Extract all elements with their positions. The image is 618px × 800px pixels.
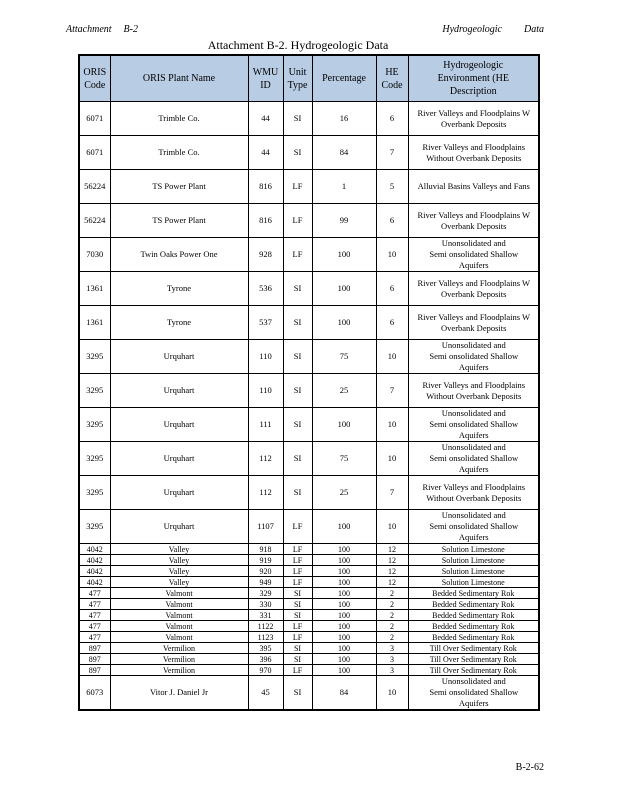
cell-oris: 3295 [79, 374, 110, 408]
cell-env: Unonsolidated and Semi onsolidated Shallow Aquifers [408, 340, 539, 374]
cell-env: Alluvial Basins Valleys and Fans [408, 170, 539, 204]
table-row [79, 272, 539, 306]
cell-he: 7 [376, 136, 408, 170]
cell-he: 12 [376, 555, 408, 566]
cell-name: TS Power Plant [110, 204, 248, 238]
cell-env: River Valleys and Floodplains W Overbank Deposits [408, 272, 539, 306]
cell-env: Bedded Sedimentary Rok [408, 610, 539, 621]
table-row [79, 577, 539, 588]
cell-env: Bedded Sedimentary Rok [408, 599, 539, 610]
cell-unit: LF [283, 204, 312, 238]
cell-pct: 100 [312, 272, 376, 306]
cell-pct: 100 [312, 577, 376, 588]
cell-pct: 100 [312, 665, 376, 676]
cell-name: Vermilion [110, 654, 248, 665]
cell-oris: 477 [79, 599, 110, 610]
table-row [79, 102, 539, 136]
cell-he: 6 [376, 306, 408, 340]
table-row [79, 238, 539, 272]
cell-name: Valley [110, 544, 248, 555]
header-attachment: Attachment [66, 24, 112, 35]
table-row [79, 476, 539, 510]
table-row [79, 170, 539, 204]
cell-name: Urquhart [110, 374, 248, 408]
cell-pct: 100 [312, 238, 376, 272]
cell-wmu: 918 [248, 544, 283, 555]
cell-pct: 100 [312, 621, 376, 632]
cell-wmu: 1107 [248, 510, 283, 544]
cell-oris: 1361 [79, 306, 110, 340]
cell-pct: 16 [312, 102, 376, 136]
cell-wmu: 919 [248, 555, 283, 566]
table-row [79, 588, 539, 599]
table-row [79, 442, 539, 476]
cell-oris: 477 [79, 621, 110, 632]
cell-env: Unonsolidated and Semi onsolidated Shallow Aquifers [408, 238, 539, 272]
cell-pct: 100 [312, 599, 376, 610]
cell-env: Solution Limestone [408, 555, 539, 566]
cell-unit: LF [283, 632, 312, 643]
cell-name: Urquhart [110, 340, 248, 374]
cell-wmu: 920 [248, 566, 283, 577]
cell-oris: 4042 [79, 577, 110, 588]
cell-pct: 1 [312, 170, 376, 204]
cell-oris: 477 [79, 610, 110, 621]
cell-wmu: 536 [248, 272, 283, 306]
cell-he: 5 [376, 170, 408, 204]
cell-unit: SI [283, 272, 312, 306]
cell-name: Vitor J. Daniel Jr [110, 676, 248, 711]
cell-unit: SI [283, 643, 312, 654]
cell-name: Urquhart [110, 442, 248, 476]
cell-unit: SI [283, 136, 312, 170]
cell-he: 2 [376, 621, 408, 632]
cell-unit: SI [283, 599, 312, 610]
table-title: Attachment B-2. Hydrogeologic Data [207, 38, 389, 52]
cell-pct: 25 [312, 476, 376, 510]
cell-unit: LF [283, 577, 312, 588]
cell-wmu: 110 [248, 340, 283, 374]
cell-wmu: 45 [248, 676, 283, 711]
cell-pct: 100 [312, 588, 376, 599]
cell-env: Till Over Sedimentary Rok [408, 654, 539, 665]
cell-he: 2 [376, 610, 408, 621]
hydrogeologic-data-table [78, 54, 540, 711]
cell-wmu: 111 [248, 408, 283, 442]
data-table-wrapper [78, 54, 538, 711]
cell-name: Valmont [110, 610, 248, 621]
cell-unit: SI [283, 306, 312, 340]
cell-name: Twin Oaks Power One [110, 238, 248, 272]
cell-he: 6 [376, 102, 408, 136]
cell-wmu: 112 [248, 442, 283, 476]
cell-unit: LF [283, 510, 312, 544]
cell-pct: 75 [312, 340, 376, 374]
cell-name: Urquhart [110, 476, 248, 510]
header-row [79, 55, 539, 102]
cell-name: Valmont [110, 632, 248, 643]
table-row [79, 610, 539, 621]
cell-wmu: 970 [248, 665, 283, 676]
table-row [79, 408, 539, 442]
cell-env: River Valleys and Floodplains Without Overbank Deposits [408, 374, 539, 408]
cell-he: 6 [376, 204, 408, 238]
cell-he: 10 [376, 676, 408, 711]
cell-name: Tyrone [110, 272, 248, 306]
cell-wmu: 110 [248, 374, 283, 408]
cell-name: Vermilion [110, 643, 248, 654]
cell-unit: LF [283, 621, 312, 632]
table-row [79, 599, 539, 610]
cell-env: River Valleys and Floodplains W Overbank Deposits [408, 306, 539, 340]
cell-wmu: 396 [248, 654, 283, 665]
cell-oris: 4042 [79, 555, 110, 566]
cell-he: 12 [376, 566, 408, 577]
cell-oris: 3295 [79, 510, 110, 544]
col-he-description: Hydrogeologic Environment (HE Description [408, 55, 539, 102]
cell-env: Bedded Sedimentary Rok [408, 632, 539, 643]
cell-env: Bedded Sedimentary Rok [408, 621, 539, 632]
cell-he: 3 [376, 654, 408, 665]
col-wmu-id: WMU ID [248, 55, 283, 102]
cell-wmu: 816 [248, 170, 283, 204]
cell-unit: SI [283, 340, 312, 374]
cell-pct: 100 [312, 306, 376, 340]
cell-he: 2 [376, 588, 408, 599]
cell-name: Urquhart [110, 408, 248, 442]
cell-oris: 897 [79, 654, 110, 665]
cell-he: 7 [376, 476, 408, 510]
cell-oris: 56224 [79, 170, 110, 204]
cell-name: Valmont [110, 621, 248, 632]
cell-wmu: 1123 [248, 632, 283, 643]
cell-wmu: 44 [248, 136, 283, 170]
cell-env: Solution Limestone [408, 566, 539, 577]
col-plant-name: ORIS Plant Name [110, 55, 248, 102]
table-row [79, 136, 539, 170]
cell-env: Unonsolidated and Semi onsolidated Shallow Aquifers [408, 676, 539, 711]
table-row [79, 510, 539, 544]
table-row [79, 374, 539, 408]
header-hydrogeologic: Hydrogeologic [442, 24, 502, 35]
cell-unit: SI [283, 102, 312, 136]
cell-env: Solution Limestone [408, 544, 539, 555]
cell-name: Trimble Co. [110, 136, 248, 170]
cell-pct: 100 [312, 555, 376, 566]
table-row [79, 643, 539, 654]
cell-he: 10 [376, 238, 408, 272]
cell-name: Trimble Co. [110, 102, 248, 136]
table-row [79, 621, 539, 632]
cell-unit: SI [283, 442, 312, 476]
cell-wmu: 537 [248, 306, 283, 340]
cell-oris: 7030 [79, 238, 110, 272]
cell-wmu: 1122 [248, 621, 283, 632]
cell-he: 2 [376, 599, 408, 610]
cell-oris: 3295 [79, 340, 110, 374]
cell-he: 12 [376, 577, 408, 588]
cell-oris: 897 [79, 643, 110, 654]
cell-wmu: 928 [248, 238, 283, 272]
cell-env: River Valleys and Floodplains Without Overbank Deposits [408, 136, 539, 170]
cell-env: River Valleys and Floodplains W Overbank Deposits [408, 102, 539, 136]
cell-oris: 6071 [79, 136, 110, 170]
cell-oris: 477 [79, 632, 110, 643]
cell-pct: 100 [312, 643, 376, 654]
cell-name: TS Power Plant [110, 170, 248, 204]
cell-pct: 84 [312, 136, 376, 170]
cell-env: Solution Limestone [408, 577, 539, 588]
cell-name: Tyrone [110, 306, 248, 340]
cell-env: Bedded Sedimentary Rok [408, 588, 539, 599]
cell-he: 10 [376, 340, 408, 374]
table-row [79, 566, 539, 577]
cell-env: Till Over Sedimentary Rok [408, 643, 539, 654]
cell-pct: 100 [312, 544, 376, 555]
cell-he: 10 [376, 510, 408, 544]
header-attachment-number: B-2 [123, 24, 138, 35]
cell-oris: 4042 [79, 566, 110, 577]
table-row [79, 555, 539, 566]
cell-he: 7 [376, 374, 408, 408]
cell-pct: 75 [312, 442, 376, 476]
cell-name: Valmont [110, 588, 248, 599]
cell-unit: LF [283, 555, 312, 566]
table-row [79, 544, 539, 555]
cell-unit: LF [283, 544, 312, 555]
cell-unit: LF [283, 665, 312, 676]
cell-unit: SI [283, 476, 312, 510]
cell-pct: 100 [312, 408, 376, 442]
cell-wmu: 395 [248, 643, 283, 654]
cell-env: Unonsolidated and Semi onsolidated Shallow Aquifers [408, 408, 539, 442]
table-row [79, 632, 539, 643]
cell-he: 3 [376, 643, 408, 654]
cell-unit: SI [283, 654, 312, 665]
cell-oris: 3295 [79, 442, 110, 476]
cell-name: Valmont [110, 599, 248, 610]
cell-oris: 3295 [79, 476, 110, 510]
cell-name: Valley [110, 555, 248, 566]
cell-unit: SI [283, 408, 312, 442]
header-data: Data [524, 24, 544, 35]
cell-name: Vermilion [110, 665, 248, 676]
cell-wmu: 44 [248, 102, 283, 136]
cell-unit: LF [283, 566, 312, 577]
cell-he: 10 [376, 408, 408, 442]
cell-pct: 100 [312, 610, 376, 621]
cell-name: Valley [110, 577, 248, 588]
cell-pct: 25 [312, 374, 376, 408]
cell-pct: 99 [312, 204, 376, 238]
cell-wmu: 112 [248, 476, 283, 510]
cell-oris: 3295 [79, 408, 110, 442]
cell-unit: SI [283, 588, 312, 599]
cell-oris: 6073 [79, 676, 110, 711]
cell-env: Till Over Sedimentary Rok [408, 665, 539, 676]
cell-pct: 100 [312, 632, 376, 643]
cell-name: Urquhart [110, 510, 248, 544]
cell-he: 3 [376, 665, 408, 676]
table-row [79, 676, 539, 711]
table-row [79, 306, 539, 340]
col-percentage: Percentage [312, 55, 376, 102]
page-number: B-2-62 [515, 762, 544, 773]
cell-env: River Valleys and Floodplains Without Overbank Deposits [408, 476, 539, 510]
cell-oris: 6071 [79, 102, 110, 136]
cell-unit: SI [283, 610, 312, 621]
col-unit-type: Unit Type [283, 55, 312, 102]
cell-oris: 1361 [79, 272, 110, 306]
cell-he: 6 [376, 272, 408, 306]
cell-pct: 100 [312, 566, 376, 577]
table-row [79, 204, 539, 238]
cell-wmu: 949 [248, 577, 283, 588]
cell-name: Valley [110, 566, 248, 577]
cell-unit: LF [283, 238, 312, 272]
cell-env: Unonsolidated and Semi onsolidated Shallow Aquifers [408, 510, 539, 544]
table-row [79, 340, 539, 374]
cell-oris: 477 [79, 588, 110, 599]
table-row [79, 665, 539, 676]
cell-he: 12 [376, 544, 408, 555]
cell-wmu: 331 [248, 610, 283, 621]
cell-he: 2 [376, 632, 408, 643]
cell-pct: 100 [312, 510, 376, 544]
running-header-right [442, 24, 544, 35]
col-oris-code: ORIS Code [79, 55, 110, 102]
cell-oris: 56224 [79, 204, 110, 238]
cell-oris: 4042 [79, 544, 110, 555]
cell-unit: SI [283, 676, 312, 711]
cell-wmu: 816 [248, 204, 283, 238]
cell-env: River Valleys and Floodplains W Overbank Deposits [408, 204, 539, 238]
cell-he: 10 [376, 442, 408, 476]
cell-unit: LF [283, 170, 312, 204]
cell-wmu: 329 [248, 588, 283, 599]
cell-unit: SI [283, 374, 312, 408]
table-row [79, 654, 539, 665]
cell-wmu: 330 [248, 599, 283, 610]
cell-pct: 84 [312, 676, 376, 711]
cell-oris: 897 [79, 665, 110, 676]
cell-pct: 100 [312, 654, 376, 665]
running-header-left [66, 24, 138, 35]
col-he-code: HE Code [376, 55, 408, 102]
cell-env: Unonsolidated and Semi onsolidated Shallow Aquifers [408, 442, 539, 476]
